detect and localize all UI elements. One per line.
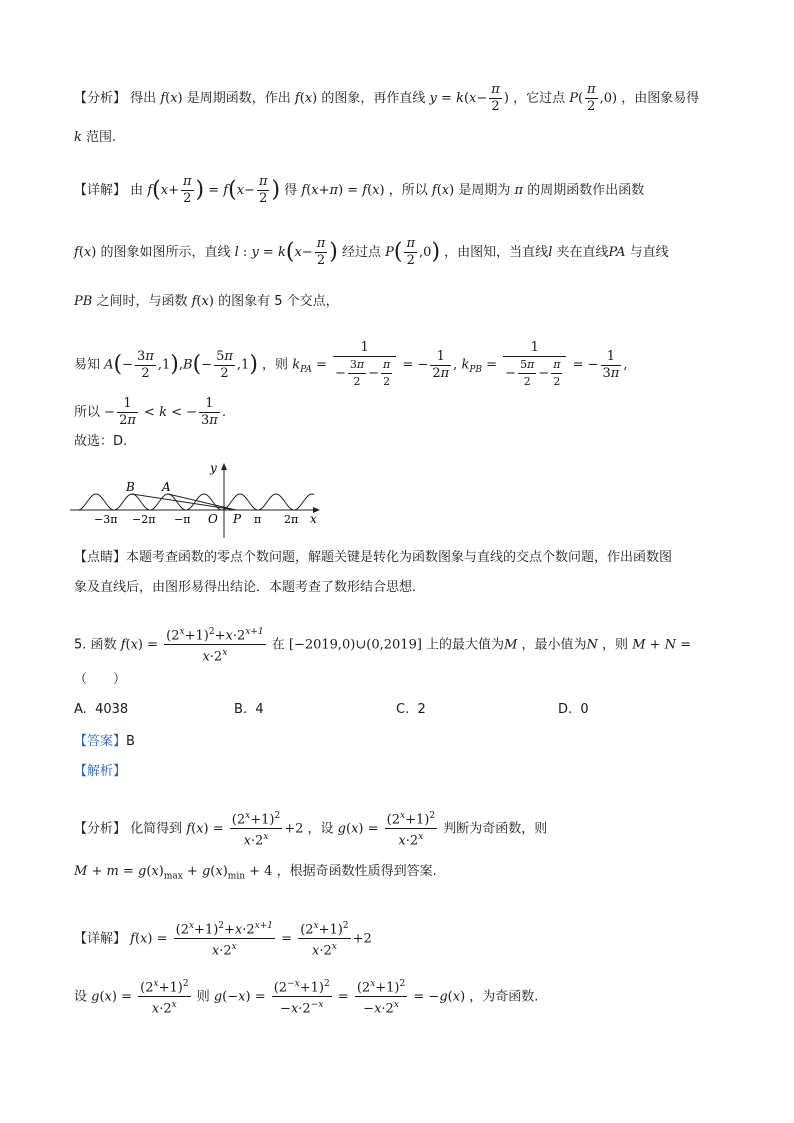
question-5-stem: 5. 函数 f(x) = $\frac{(2^x+1)^2+x\cdot 2^{x+1}}{x\cdot 2^x}$ 在 [−2019,0)∪(0,2019] 上的最大值为M ，最小值为N ，则 M + N = xyxy=(74,624,691,666)
tick-label: π xyxy=(254,513,262,526)
question-5-paren: （ ） xyxy=(74,672,127,687)
detail-line-5: 所以 − $\frac{1}{2\pi}$ < k < − $\frac{1}{3\pi}$ . xyxy=(74,396,226,428)
q5-detail-line-1: 【详解】 f(x) = $\frac{(2^x+1)^2+x\cdot 2^{x+1}}{x\cdot 2^x}$ = $\frac{(2^x+1)^2}{x\cdot 2^x}$ +2 xyxy=(74,918,372,960)
analysis-line-2: k 范围. xyxy=(74,130,117,145)
analysis-section-tag: 【解析】 xyxy=(74,764,127,779)
detail-line-1: 【详解】 由 f(x+ $\frac{\pi}{2}$ ) = f(x− $\frac{\pi}{2}$ ) 得 f(x+π) = f(x) ，所以 f(x) 是周期为 π 的周期函数作出函数 xyxy=(74,174,645,206)
detail-choice: 故选：D. xyxy=(74,434,128,449)
function-graph-figure xyxy=(70,460,330,540)
origin-label: O xyxy=(208,512,218,526)
point-b-label: B xyxy=(126,480,135,494)
point-p-label: P xyxy=(233,512,242,526)
remark-tag: 【点睛】 xyxy=(74,550,127,565)
tick-label: −2π xyxy=(132,513,156,526)
q5-detail-line-2: 设 g(x) = $\frac{(2^x+1)^2}{x\cdot 2^x}$ 则 g(−x) = $\frac{(2^{-x}+1)^2}{-x\cdot 2^{-x}}$ = $\frac{(2^x+1)^2}{-x\cdot 2^x}$ = −g(x) ，为奇函数. xyxy=(74,976,538,1018)
option-a[interactable]: A. 4038 xyxy=(74,702,129,717)
axis-y-label: y xyxy=(210,461,217,475)
answer-tag: 【答案】 xyxy=(74,734,127,749)
option-c[interactable]: C. 2 xyxy=(396,702,426,717)
detail-line-2: f(x) 的图象如图所示，直线 l : y = k(x− $\frac{\pi}{2}$ ) 经过点 P( $\frac{\pi}{2}$ ,0) ，由图知，当直线l 夹在直线PA 与直线 xyxy=(74,236,669,268)
tick-label: −π xyxy=(174,513,191,526)
detail-line-4: 易知 A(− $\frac{3\pi}{2}$ ,1),B(− $\frac{5\pi}{2}$ ,1) ，则 $k_{PA}$ = 1 − $\frac{3\pi}{2}$ − $\frac{\pi}{2}$ = − $\frac{1}{2\pi}$ , $k_{PB}$ = 1 − $\frac{5\pi}{2}$ − $\frac{\pi}{2}$ = − $\frac{1}{3\pi}$ , xyxy=(74,340,628,388)
analysis-tag: 【分析】 xyxy=(74,91,127,106)
tick-label: −3π xyxy=(94,513,118,526)
remark-line-2: 象及直线后，由图形易得出结论．本题考查了数形结合思想． xyxy=(74,580,426,595)
answer-value: B xyxy=(126,734,135,749)
y-axis-arrow-icon xyxy=(221,463,227,470)
answer-line xyxy=(74,732,135,752)
q5-analysis-line-1: 【分析】 化简得到 f(x) = $\frac{(2^x+1)^2}{x\cdot 2^x}$ +2 ，设 g(x) = $\frac{(2^x+1)^2}{x\cdot 2^x}$ 判断为奇函数，则 xyxy=(74,808,547,850)
q5-analysis-line-2: $M + m = g(x)_{max} + g(x)_{min} + 4$ ，根据奇函数性质得到答案. xyxy=(74,864,437,882)
option-d[interactable]: D. 0 xyxy=(558,702,589,717)
analysis-line-1: 【分析】 得出 f(x) 是周期函数，作出 f(x) 的图象，再作直线 y = k(x− $\frac{\pi}{2}$ ) ，它过点 P( $\frac{\pi}{2}$ ,0) ，由图象易得 xyxy=(74,82,700,114)
option-b[interactable]: B. 4 xyxy=(234,702,264,717)
detail-line-3: PB 之间时，与函数 f(x) 的图象有 5 个交点， xyxy=(74,294,339,309)
line-pb xyxy=(132,494,236,510)
line-pa xyxy=(168,494,236,510)
tick-label: 2π xyxy=(284,513,299,526)
remark-line-1: 【点睛】本题考查函数的零点个数问题，解题关键是转化为函数图象与直线的交点个数问题，作出函数图 xyxy=(74,550,673,565)
detail-tag: 【详解】 xyxy=(74,183,127,198)
analysis-heading xyxy=(74,762,126,782)
axis-x-label: x xyxy=(310,512,317,526)
wave-curve xyxy=(78,494,314,510)
point-a-label: A xyxy=(162,480,171,494)
